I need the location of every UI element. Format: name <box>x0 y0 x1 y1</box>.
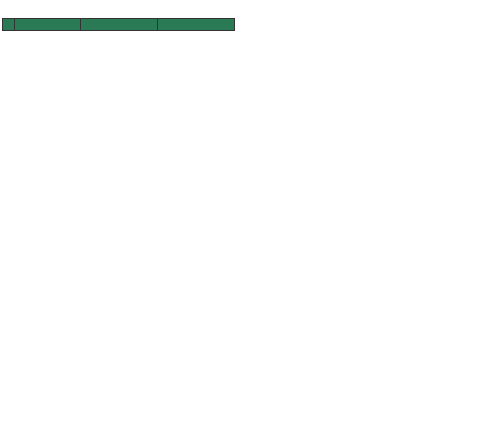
race-entries-table <box>2 18 235 31</box>
col-sire <box>81 19 158 31</box>
race-title <box>2 1 234 17</box>
col-number <box>3 19 15 31</box>
race-header-row <box>3 19 235 31</box>
col-horse <box>15 19 81 31</box>
col-damsire <box>158 19 235 31</box>
